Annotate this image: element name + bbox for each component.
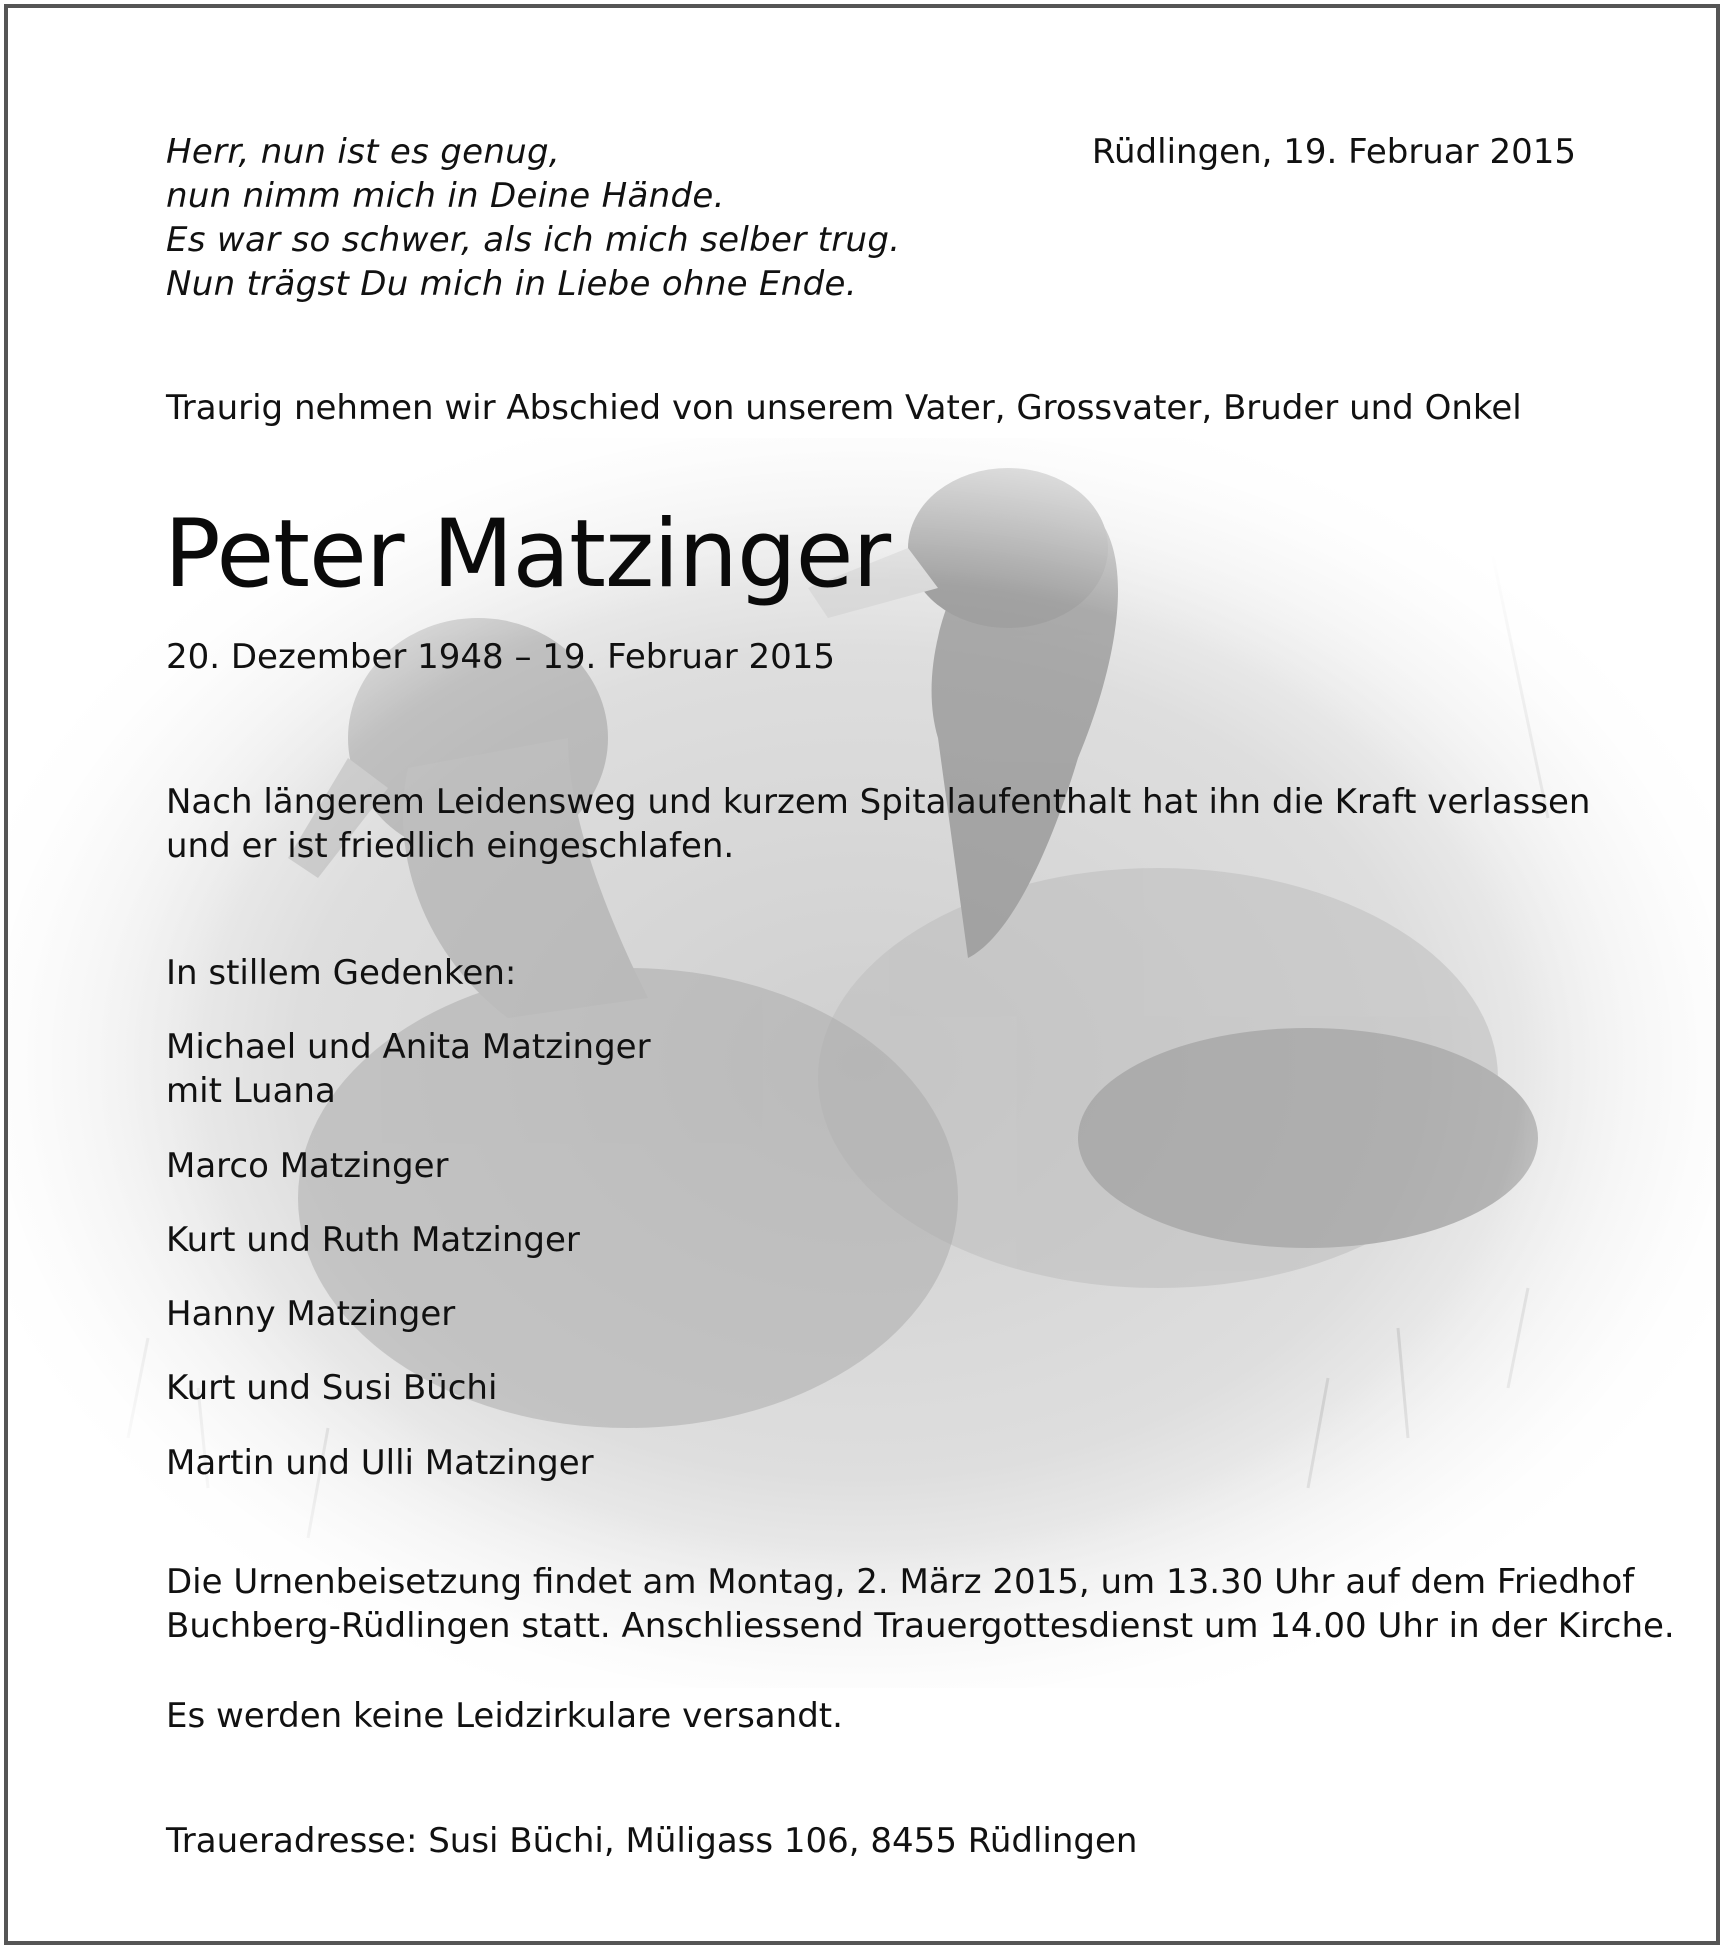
- message-line: und er ist friedlich eingeschlafen.: [166, 826, 735, 866]
- lifespan: 20. Dezember 1948 – 19. Februar 2015: [166, 637, 836, 677]
- funeral-line: Buchberg-Rüdlingen statt. Anschliessend Trauergottesdienst um 14.00 Uhr in der Kirche.: [166, 1606, 1675, 1646]
- deceased-name: Peter Matzinger: [164, 500, 891, 609]
- poem: [166, 130, 900, 306]
- mourner-entry: mit Luana: [166, 1071, 336, 1111]
- intro-text: Traurig nehmen wir Abschied von unserem Vater, Grossvater, Bruder und Onkel: [166, 388, 1522, 428]
- mourners-heading: In stillem Gedenken:: [166, 953, 517, 993]
- mourner-entry: Michael und Anita Matzinger: [166, 1027, 651, 1067]
- obituary-frame: [4, 4, 1720, 1945]
- mourner-entry: Martin und Ulli Matzinger: [166, 1443, 594, 1483]
- mourner-entry: Kurt und Ruth Matzinger: [166, 1220, 580, 1260]
- message-line: Nach längerem Leidensweg und kurzem Spitalaufenthalt hat ihn die Kraft verlassen: [166, 782, 1591, 822]
- funeral-line: Die Urnenbeisetzung findet am Montag, 2. März 2015, um 13.30 Uhr auf dem Friedhof: [166, 1562, 1635, 1602]
- notice: Es werden keine Leidzirkulare versandt.: [166, 1696, 843, 1736]
- poem-line: Es war so schwer, als ich mich selber trug.: [166, 220, 901, 260]
- mourning-address: Traueradresse: Susi Büchi, Müligass 106, 8455 Rüdlingen: [166, 1821, 1138, 1861]
- poem-line: Herr, nun ist es genug,: [166, 132, 561, 172]
- message: [166, 780, 1590, 868]
- poem-line: Nun trägst Du mich in Liebe ohne Ende.: [166, 264, 857, 304]
- mourner-entry: Kurt und Susi Büchi: [166, 1368, 498, 1408]
- funeral-info: [166, 1560, 1675, 1648]
- mourner-entry: Hanny Matzinger: [166, 1294, 456, 1334]
- poem-line: nun nimm mich in Deine Hände.: [166, 176, 725, 216]
- place-date: Rüdlingen, 19. Februar 2015: [1091, 132, 1576, 172]
- mourner-entry: Marco Matzinger: [166, 1146, 449, 1186]
